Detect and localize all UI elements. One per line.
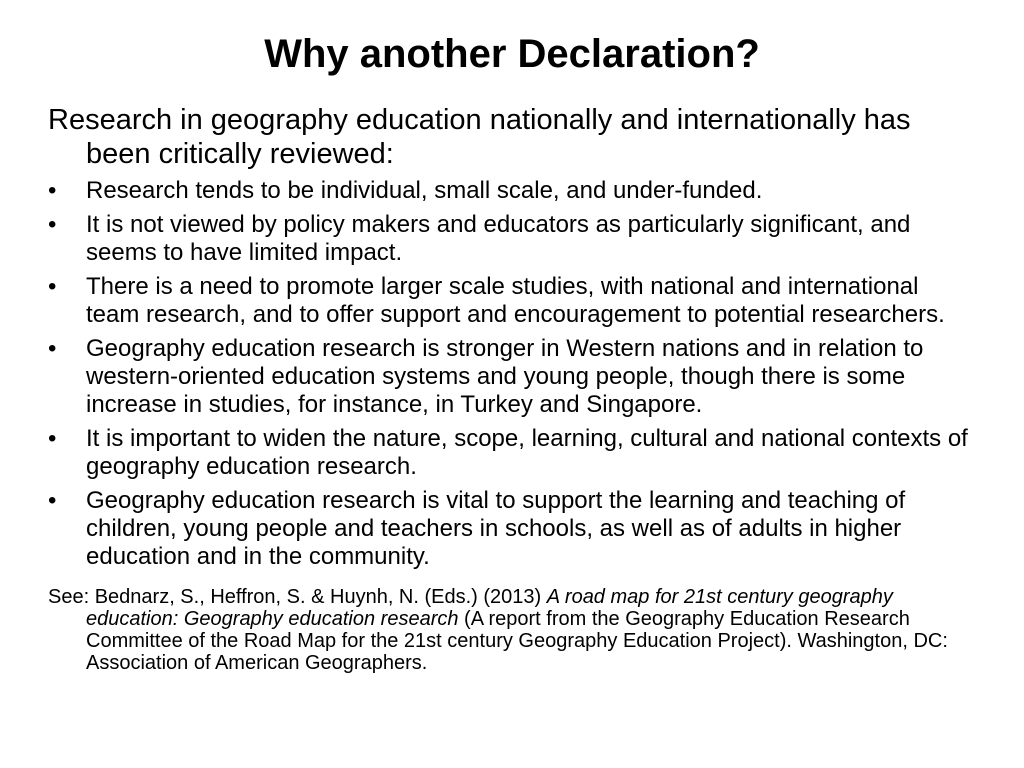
bullet-marker: • [48, 211, 57, 238]
bullet-marker: • [48, 273, 57, 300]
bullet-marker: • [48, 425, 57, 452]
bullet-text: Geography education research is stronger in Western nations and in relation to western-oriented education systems and young people, though there is some increase in studies, for instance, in Turkey and Singapore. [86, 335, 924, 418]
bullet-item [48, 487, 978, 571]
bullet-item [48, 177, 978, 205]
bullet-marker: • [48, 335, 57, 362]
bullet-item [48, 335, 978, 419]
reference-citation [48, 586, 978, 674]
bullet-text: It is not viewed by policy makers and educators as particularly significant, and seems to have limited impact. [86, 211, 911, 266]
reference-prefix: See: Bednarz, S., Heffron, S. & Huynh, N. (Eds.) (2013) [48, 586, 547, 608]
bullet-text: It is important to widen the nature, scope, learning, cultural and national contexts of geography education research. [86, 425, 968, 480]
bullet-text: There is a need to promote larger scale studies, with national and international team research, and to offer support and encouragement to potential researchers. [86, 273, 945, 328]
bullet-item [48, 211, 978, 267]
reference-suffix: (A report from the Geography Education Research Committee of the Road Map for the 21st century Geography Education Project). Washington, DC: Association of American Geographers. [86, 608, 948, 674]
bullet-list [48, 177, 978, 571]
bullet-marker: • [48, 487, 57, 514]
bullet-text: Research tends to be individual, small scale, and under-funded. [86, 177, 763, 204]
slide-title: Why another Declaration? [264, 32, 760, 76]
bullet-item [48, 425, 978, 481]
intro-paragraph: Research in geography education nationally and internationally has been critically reviewed: [48, 104, 911, 170]
bullet-marker: • [48, 177, 57, 204]
slide-content [48, 103, 978, 674]
bullet-text: Geography education research is vital to support the learning and teaching of children, young people and teachers in schools, as well as of adults in higher education and in the community. [86, 487, 906, 570]
bullet-item [48, 273, 978, 329]
reference-title: A road map for 21st century geography education: Geography education research [86, 586, 893, 630]
